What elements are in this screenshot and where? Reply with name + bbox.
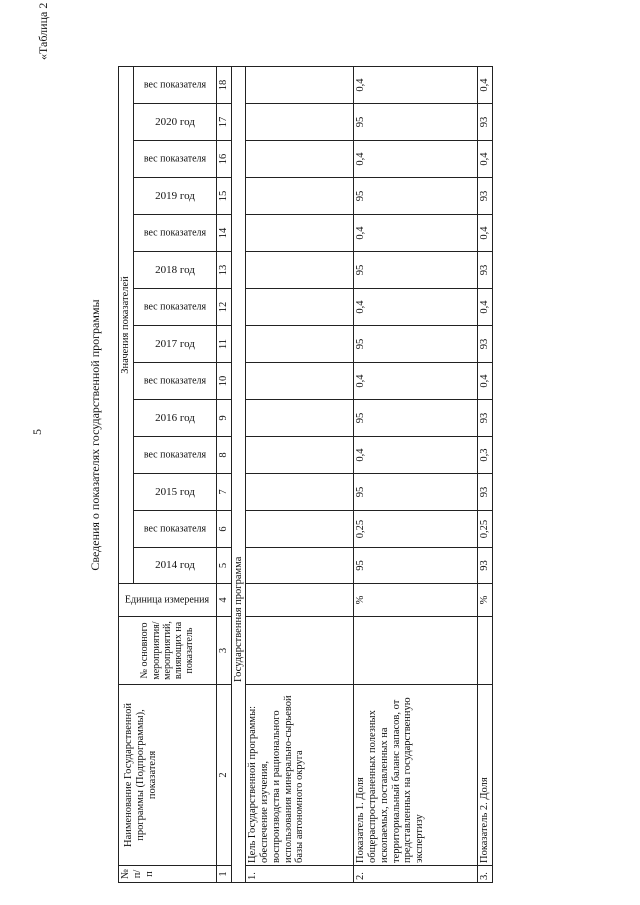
- header-name: Наименование Государственной программы (Подпрограммы), показателя: [119, 685, 217, 866]
- row-value: [246, 437, 354, 474]
- page-title: Сведения о показателях государственной программы: [88, 299, 102, 571]
- row-value: 0,4: [354, 437, 478, 474]
- header-year-2015: 2015 год: [133, 474, 216, 511]
- header-values-group: Значения показателей: [119, 67, 134, 584]
- col-number: 15: [216, 178, 231, 215]
- col-number: 8: [216, 437, 231, 474]
- col-number: 4: [216, 584, 231, 617]
- row-value: 0,4: [354, 215, 478, 252]
- row-value: [246, 104, 354, 141]
- row-value: 0,4: [478, 363, 493, 400]
- row-value: [246, 289, 354, 326]
- row-num: 1.: [246, 866, 354, 883]
- section-title: Государственная программа: [231, 67, 246, 883]
- row-value: 0,4: [478, 289, 493, 326]
- row-value: [246, 141, 354, 178]
- col-number: 2: [216, 685, 231, 866]
- row-value: [246, 252, 354, 289]
- row-value: [246, 474, 354, 511]
- col-number: 1: [216, 866, 231, 883]
- row-name: Показатель 1. Доля общераспространенных полезных ископаемых, поставленных на территориальный баланс запасов, от представленных на государственную экспертизу: [354, 685, 478, 866]
- header-unit: Единица измерения: [119, 584, 217, 617]
- row-measure: [246, 617, 354, 685]
- header-year-2017: 2017 год: [133, 326, 216, 363]
- row-unit: %: [354, 584, 478, 617]
- col-number: 9: [216, 400, 231, 437]
- row-value: 0,4: [354, 363, 478, 400]
- header-year-2014: 2014 год: [133, 548, 216, 584]
- row-value: [246, 215, 354, 252]
- header-weight-2018: вес показателя: [133, 215, 216, 252]
- row-value: [246, 511, 354, 548]
- row-value: 0,3: [478, 437, 493, 474]
- row-num: 3.: [478, 866, 493, 883]
- header-weight-2020: вес показателя: [133, 67, 216, 104]
- row-value: 95: [354, 326, 478, 363]
- row-value: 0,4: [354, 141, 478, 178]
- col-number: 13: [216, 252, 231, 289]
- col-number: 14: [216, 215, 231, 252]
- col-number: 10: [216, 363, 231, 400]
- row-value: 95: [354, 400, 478, 437]
- row-measure: [354, 617, 478, 685]
- row-value: [246, 67, 354, 104]
- col-number: 5: [216, 548, 231, 584]
- header-weight-2017: вес показателя: [133, 289, 216, 326]
- header-weight-2019: вес показателя: [133, 141, 216, 178]
- row-value: [246, 326, 354, 363]
- row-value: 0,25: [354, 511, 478, 548]
- row-value: 93: [478, 400, 493, 437]
- row-value: 95: [354, 548, 478, 584]
- header-row-top: [119, 67, 134, 883]
- row-value: 95: [354, 474, 478, 511]
- column-number-row: [216, 67, 231, 883]
- header-measure: № основного мероприятия/ мероприятий, влияющих на показатель: [119, 617, 217, 685]
- row-value: 93: [478, 178, 493, 215]
- row-value: [246, 178, 354, 215]
- row-value: 93: [478, 474, 493, 511]
- col-number: 12: [216, 289, 231, 326]
- col-number: 7: [216, 474, 231, 511]
- row-value: 95: [354, 178, 478, 215]
- row-value: 0,4: [354, 67, 478, 104]
- indicators-table: [118, 66, 493, 883]
- header-year-2020: 2020 год: [133, 104, 216, 141]
- row-value: 0,4: [478, 67, 493, 104]
- row-name: Показатель 2. Доля: [478, 685, 493, 866]
- col-number: 11: [216, 326, 231, 363]
- header-year-2019: 2019 год: [133, 178, 216, 215]
- col-number: 16: [216, 141, 231, 178]
- row-value: [246, 548, 354, 584]
- table-row: [246, 67, 354, 883]
- row-value: [246, 363, 354, 400]
- row-num: 2.: [354, 866, 478, 883]
- row-unit: %: [478, 584, 493, 617]
- header-weight-2015: вес показателя: [133, 437, 216, 474]
- col-number: 18: [216, 67, 231, 104]
- row-value: 0,4: [478, 141, 493, 178]
- table-row: [354, 67, 478, 883]
- row-value: 0,25: [478, 511, 493, 548]
- row-value: 0,4: [354, 289, 478, 326]
- header-year-2018: 2018 год: [133, 252, 216, 289]
- table-label: «Таблица 2: [36, 2, 50, 60]
- row-value: 95: [354, 252, 478, 289]
- row-value: 0,4: [478, 215, 493, 252]
- header-weight-2014: вес показателя: [133, 511, 216, 548]
- header-year-2016: 2016 год: [133, 400, 216, 437]
- row-value: [246, 400, 354, 437]
- section-row: [231, 67, 246, 883]
- table-row: [478, 67, 493, 883]
- header-weight-2016: вес показателя: [133, 363, 216, 400]
- row-value: 93: [478, 548, 493, 584]
- page-number: 5: [30, 429, 44, 435]
- row-value: 95: [354, 104, 478, 141]
- row-value: 93: [478, 326, 493, 363]
- col-number: 6: [216, 511, 231, 548]
- col-number: 17: [216, 104, 231, 141]
- row-name: Цель Государственной программы: обеспечение изучения, воспроизводства и рационального использования минерально-сырьевой базы автономного округа: [246, 685, 354, 866]
- row-unit: [246, 584, 354, 617]
- row-value: 93: [478, 252, 493, 289]
- row-value: 93: [478, 104, 493, 141]
- col-number: 3: [216, 617, 231, 685]
- row-measure: [478, 617, 493, 685]
- header-num: № п/п: [119, 866, 217, 883]
